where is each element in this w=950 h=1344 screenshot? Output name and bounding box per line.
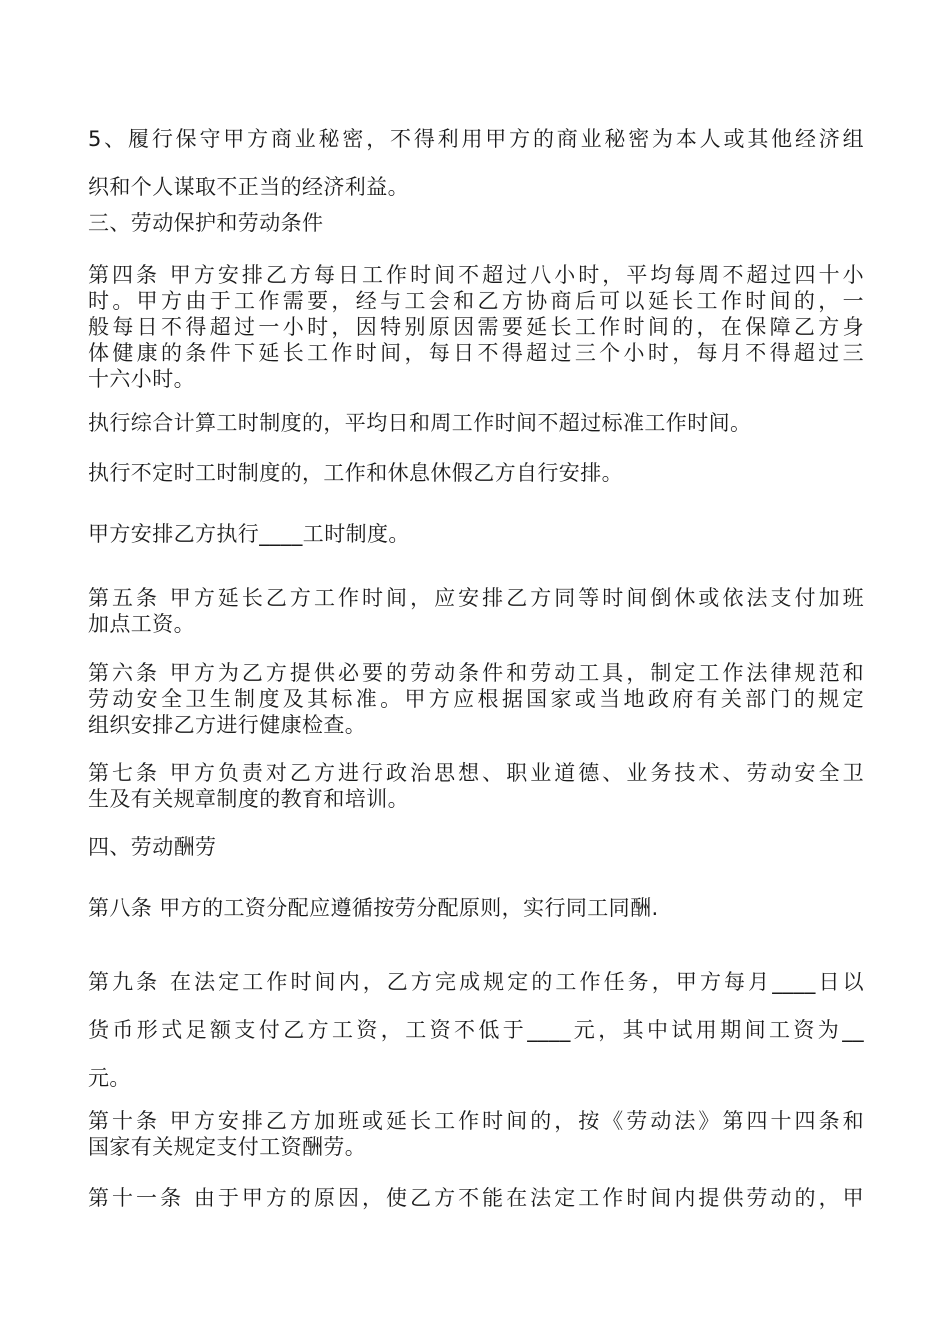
paragraph-line: 时。甲方由于工作需要，经与工会和乙方协商后可以延长工作时间的，一	[88, 289, 864, 313]
paragraph-line: 元。	[88, 1066, 131, 1090]
paragraph-line: 加点工资。	[88, 612, 195, 636]
paragraph-line: 生及有关规章制度的教育和培训。	[88, 787, 409, 811]
paragraph-line: 组织安排乙方进行健康检查。	[88, 713, 367, 737]
paragraph-line: 十六小时。	[88, 367, 195, 391]
heading-text: 四、劳动酬劳	[88, 835, 217, 859]
paragraph-line: 货币形式足额支付乙方工资，工资不低于____元，其中试用期间工资为__	[88, 1018, 864, 1042]
paragraph-comprehensive-hours	[88, 408, 864, 438]
section-heading-remuneration	[88, 832, 864, 862]
paragraph-line: 第五条 甲方延长乙方工作时间，应安排乙方同等时间倒休或依法支付加班	[88, 586, 864, 610]
paragraph-line: 劳动安全卫生制度及其标准。甲方应根据国家或当地政府有关部门的规定	[88, 687, 864, 711]
paragraph-flexible-hours	[88, 458, 864, 488]
paragraph-line: 执行综合计算工时制度的，平均日和周工作时间不超过标准工作时间。	[88, 411, 752, 435]
paragraph-line: 甲方安排乙方执行____工时制度。	[88, 522, 410, 546]
paragraph-line: 第八条 甲方的工资分配应遵循按劳分配原则，实行同工同酬.	[88, 896, 659, 920]
paragraph-article-4	[88, 262, 864, 392]
paragraph-article-9	[88, 958, 864, 1102]
paragraph-line: 第六条 甲方为乙方提供必要的劳动条件和劳动工具，制定工作法律规范和	[88, 661, 864, 685]
section-heading-labor-protection	[88, 208, 864, 238]
paragraph-line: 第九条 在法定工作时间内，乙方完成规定的工作任务，甲方每月____日以	[88, 970, 864, 994]
paragraph-line: 国家有关规定支付工资酬劳。	[88, 1135, 367, 1159]
paragraph-line: 第十条 甲方安排乙方加班或延长工作时间的，按《劳动法》第四十四条和	[88, 1109, 864, 1133]
paragraph-item-5	[88, 115, 864, 211]
document-page	[88, 0, 864, 1344]
heading-text: 三、劳动保护和劳动条件	[88, 211, 324, 235]
paragraph-line: 执行不定时工时制度的，工作和休息休假乙方自行安排。	[88, 461, 623, 485]
paragraph-line: 体健康的条件下延长工作时间，每日不得超过三个小时，每月不得超过三	[88, 341, 864, 365]
paragraph-line: 5、履行保守甲方商业秘密，不得利用甲方的商业秘密为本人或其他经济组	[88, 127, 864, 151]
paragraph-article-11	[88, 1183, 864, 1213]
paragraph-article-10	[88, 1108, 864, 1160]
paragraph-article-5	[88, 585, 864, 637]
paragraph-article-8	[88, 893, 864, 923]
paragraph-line: 第四条 甲方安排乙方每日工作时间不超过八小时，平均每周不超过四十小	[88, 263, 864, 287]
paragraph-hours-system	[88, 519, 864, 549]
paragraph-article-6	[88, 660, 864, 738]
paragraph-article-7	[88, 760, 864, 812]
paragraph-line: 织和个人谋取不正当的经济利益。	[88, 175, 409, 199]
paragraph-line: 般每日不得超过一小时，因特别原因需要延长工作时间的，在保障乙方身	[88, 315, 864, 339]
paragraph-line: 第十一条 由于甲方的原因，使乙方不能在法定工作时间内提供劳动的，甲	[88, 1186, 864, 1210]
paragraph-line: 第七条 甲方负责对乙方进行政治思想、职业道德、业务技术、劳动安全卫	[88, 761, 864, 785]
